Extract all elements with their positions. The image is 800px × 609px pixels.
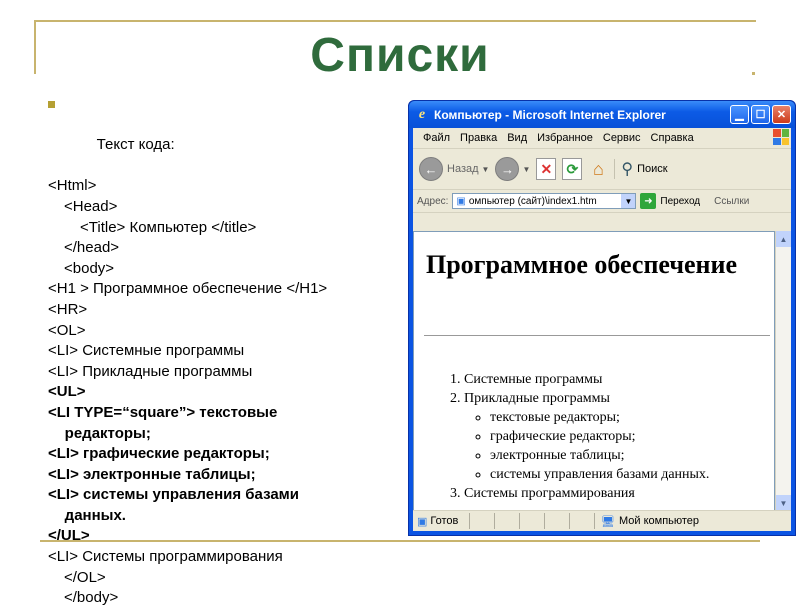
menu-bar [413,128,791,149]
search-button[interactable] [614,159,667,179]
unordered-list [464,408,709,484]
code-line: <LI> Системы программирования [48,548,283,566]
browser-titlebar[interactable] [409,101,795,128]
links-label[interactable]: Ссылки [714,195,750,207]
list-item: 1. Системные программы [464,370,709,389]
slide-frame-top [34,20,756,22]
ordered-list [444,370,709,503]
status-seg [545,513,570,529]
page-content [413,231,775,511]
code-line: <LI> системы управления базами данных. [48,486,300,524]
back-arrow-icon: ← [419,157,443,181]
code-line: <Html> [48,177,97,195]
address-input[interactable] [452,193,636,209]
code-line: <OL> [48,321,86,339]
status-text: Готов [430,515,459,527]
code-line: <LI> Прикладные программы [48,362,253,380]
status-seg [495,513,520,529]
back-button[interactable] [419,157,489,181]
menu-help[interactable]: Справка [650,132,694,144]
menu-view[interactable]: Вид [507,132,528,144]
list-item-label: Прикладные программы [464,391,610,406]
minimize-button[interactable]: ▁ [730,105,749,124]
status-bar [413,510,791,531]
bullet-icon [48,101,55,108]
code-listing [48,94,408,609]
window-controls [730,105,791,124]
forward-button[interactable] [495,157,530,181]
status-zone [601,515,699,528]
chevron-down-icon[interactable]: ▼ [621,194,635,208]
menu-tools[interactable]: Сервис [602,132,641,144]
code-line: <LI> графические редакторы; [48,445,270,463]
menu-file[interactable]: Файл [423,132,451,144]
scroll-down-icon[interactable]: ▼ [776,495,791,511]
toolbar [413,149,791,190]
go-arrow-icon[interactable]: ➜ [640,193,656,209]
status-seg [470,513,495,529]
browser-body [413,128,791,531]
code-line: <H1 > Программное обеспечение </H1> [48,280,328,298]
refresh-button[interactable]: ⟳ [562,158,582,180]
code-line: <Head> [64,197,118,215]
code-line: <LI> Системные программы [48,342,245,360]
slide-title: Списки [310,29,490,82]
menu-edit[interactable]: Правка [460,132,498,144]
list-item [464,389,709,484]
forward-arrow-icon: → [495,157,519,181]
status-seg [570,513,595,529]
status-zone-label: Мой компьютер [618,515,700,527]
search-label: Поиск [637,163,668,175]
code-line: </body> [64,589,119,607]
code-intro: Текст кода: [96,136,175,154]
code-line: <LI TYPE=“square”> текстовые редакторы; [48,403,278,442]
back-label: Назад [447,163,479,175]
code-line: <body> [64,259,115,277]
windows-logo-icon [773,129,789,145]
code-line: </UL> [48,527,90,545]
chevron-down-icon: ▼ [481,164,490,174]
vertical-scrollbar[interactable] [775,231,791,511]
computer-icon: 🖥 [601,515,615,528]
sub-list-item: ◦ электронные таблицы; [490,446,709,465]
maximize-button[interactable]: ☐ [751,105,770,124]
code-line: </head> [64,239,120,257]
go-button[interactable]: Переход [660,195,701,207]
address-value: омпьютер (сайт)\index1.htm [468,195,597,207]
code-line: </OL> [64,568,106,586]
scroll-up-icon[interactable]: ▲ [776,231,791,247]
address-bar [413,190,791,213]
browser-title: Компьютер - Microsoft Internet Explorer [434,107,666,122]
search-icon: ⚲ [621,161,634,178]
address-label: Адрес: [417,195,449,207]
page-heading: Программное обеспечение [426,250,738,279]
list-item: 3. Системы программирования [464,484,709,503]
code-intro-line [48,94,408,176]
sub-list-item: ◦ системы управления базами данных. [490,465,709,484]
code-line: <UL> [48,383,86,401]
code-line: <Title> Компьютер </title> [80,218,257,236]
menu-favorites[interactable]: Избранное [537,132,593,144]
ie-logo-icon: e [418,106,426,122]
page-status-icon: ▣ [417,515,428,528]
chevron-down-icon: ▼ [522,164,531,174]
sub-list-item: ◦ графические редакторы; [490,427,709,446]
status-left [413,513,470,529]
close-button[interactable]: ✕ [772,105,791,124]
stop-button[interactable]: ✕ [536,158,556,180]
status-seg [520,513,545,529]
code-lines [48,176,408,608]
sub-list-item: ◦ текстовые редакторы; [490,408,709,427]
page-icon: ▣ [456,195,466,207]
horizontal-rule [424,335,770,336]
home-button[interactable]: ⌂ [592,158,604,179]
code-line: <LI> электронные таблицы; [48,465,256,483]
code-line: <HR> [48,300,88,318]
browser-window [408,100,796,536]
